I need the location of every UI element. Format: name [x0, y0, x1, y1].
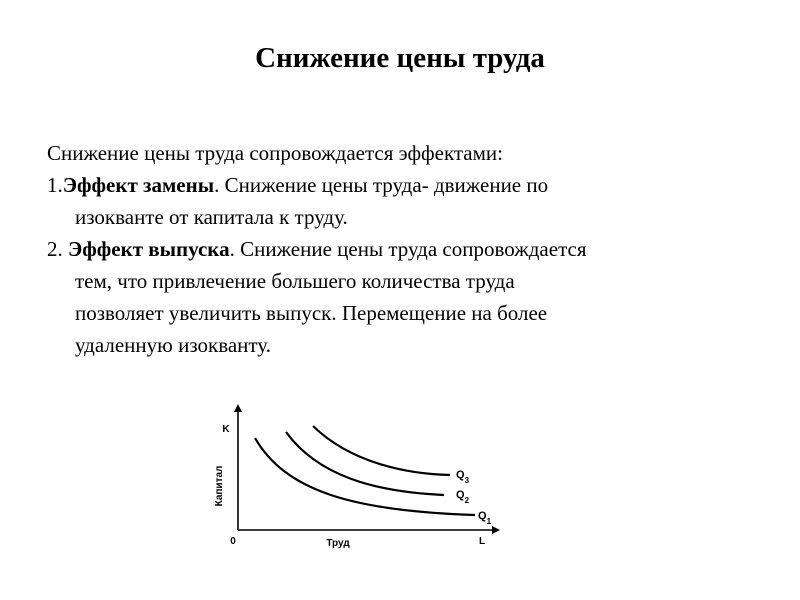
isoquant-chart-svg [200, 398, 520, 558]
series-label-q3: $Q_3$ [456, 469, 470, 485]
isoquant-curve-q3 [313, 426, 450, 475]
item-text-line: . Снижение цены труда сопровождается [229, 237, 587, 261]
x-axis-title: Труд [326, 538, 350, 549]
item-number: 2. [47, 237, 68, 261]
item-text-continuation: тем, что привлечение большего количества труда [75, 269, 515, 293]
y-axis-title: Капитал [214, 465, 225, 507]
isoquant-curve-q1 [255, 438, 475, 515]
item-number: 1. [47, 173, 63, 197]
isoquant-chart [200, 398, 520, 558]
curve-label-q1 [478, 510, 492, 526]
list-item-output-effect [47, 233, 747, 361]
curve-label-q3 [456, 469, 470, 485]
intro-text: Снижение цены труда сопровождается эффектами: [47, 141, 503, 165]
y-axis-end-label: K [222, 424, 230, 435]
x-axis-end-label: L [478, 536, 486, 547]
item-term: Эффект выпуска [68, 237, 230, 261]
origin-label: 0 [230, 536, 236, 547]
series-label-q1: $Q_1$ [478, 510, 492, 526]
item-text-continuation: изокванте от капитала к труду. [75, 205, 348, 229]
slide-body [47, 137, 747, 361]
item-text-continuation: удаленную изокванту. [75, 333, 271, 357]
item-text-continuation: позволяет увеличить выпуск. Перемещение на более [75, 301, 548, 325]
series-label-q2: $Q_2$ [456, 489, 470, 505]
item-term: Эффект замены [62, 173, 215, 197]
curve-label-q2 [456, 489, 470, 505]
item-text-line: . Снижение цены труда- движение по [214, 173, 549, 197]
slide-title: Снижение цены труда [255, 42, 545, 74]
list-item-substitution-effect [47, 169, 747, 233]
